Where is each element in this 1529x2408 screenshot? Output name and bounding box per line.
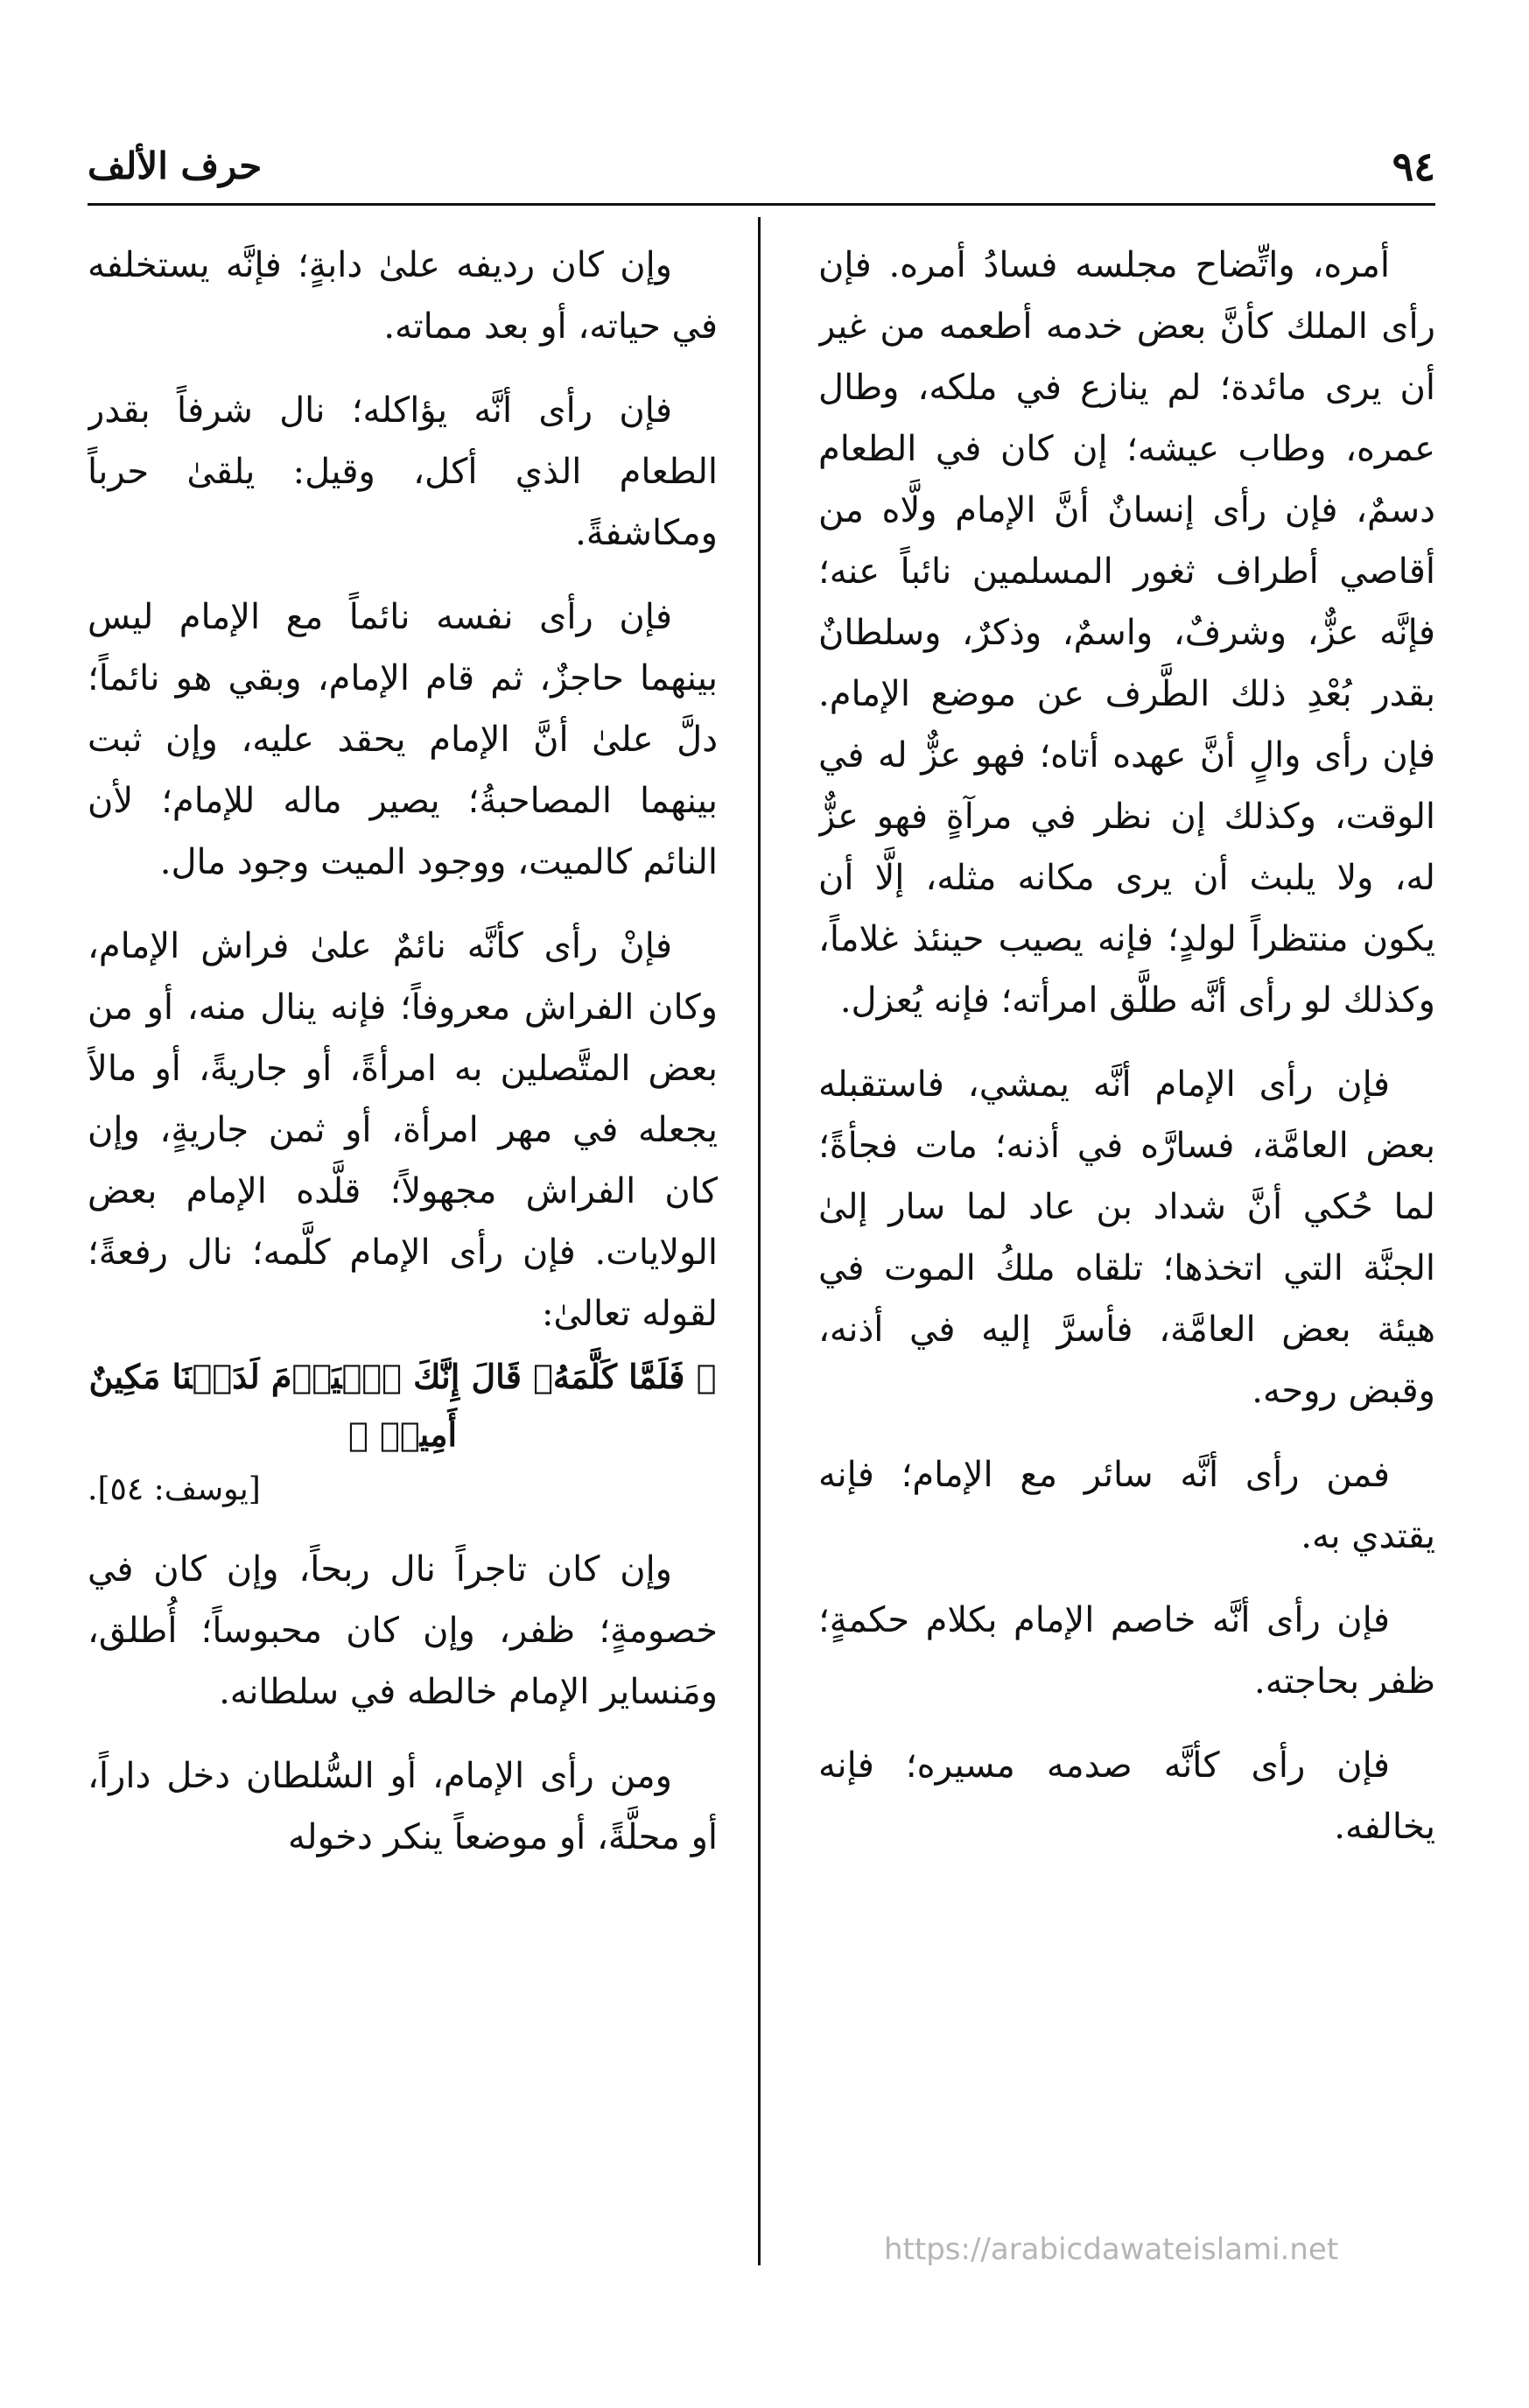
page-number: ٩٤ bbox=[1392, 143, 1435, 190]
running-head: حرف الألف bbox=[88, 144, 263, 187]
paragraph: فإن رأى أنَّه خاصم الإمام بكلام حكمةٍ؛ ظفر بحاجته. bbox=[818, 1600, 1435, 1702]
watermark-url: https://arabicdawateislami.net bbox=[884, 2232, 1339, 2267]
paragraph: فإن رأى الإمام أنَّه يمشي، فاستقبله بعض العامَّة، فسارَّه في أذنه؛ مات فجأةً؛ لما حُكي أنَّ شداد بن عاد لما سار إلىٰ الجنَّة التي اتخذها؛ تلقاه ملكُ الموت في هيئة بعض العامَّة، فأسرَّ إليه في أذنه، وقبض روحه. bbox=[818, 1064, 1435, 1411]
header-rule bbox=[88, 203, 1435, 206]
quran-verse: ﴿ فَلَمَّا كَلَّمَهُۥ قَالَ إِنَّكَ ٱلۡيَوۡمَ لَدَيۡنَا مَكِينٌ أَمِينٞ ﴾ bbox=[88, 1357, 717, 1454]
paragraph: وإن كان تاجراً نال ربحاً، وإن كان في خصومةٍ؛ ظفر، وإن كان محبوساً؛ أُطلق، ومَنساير الإمام خالطه في سلطانه. bbox=[88, 1549, 718, 1712]
paragraph: فإنْ رأى كأنَّه نائمٌ علىٰ فراش الإمام، وكان الفراش معروفاً؛ فإنه ينال منه، أو من بعض المتَّصلين به امرأةً، أو جاريةً، أو مالاً يجعله في مهر امرأة، أو ثمن جاريةٍ، وإن كان الفراش مجهولاً؛ قلَّده الإمام بعض الولايات. فإن رأى الإمام كلَّمه؛ نال رفعةً؛ لقوله تعالىٰ: bbox=[88, 926, 718, 1334]
paragraph: فإن رأى أنَّه يؤاكله؛ نال شرفاً بقدر الطعام الذي أكل، وقيل: يلقىٰ حرباً ومكاشفةً. bbox=[88, 390, 718, 553]
paragraph: فإن رأى كأنَّه صدمه مسيره؛ فإنه يخالفه. bbox=[818, 1745, 1435, 1847]
column-divider bbox=[758, 217, 761, 2265]
paragraph: ومن رأى الإمام، أو السُّلطان دخل داراً، أو محلَّةً، أو موضعاً ينكر دخوله bbox=[88, 1756, 718, 1857]
right-column bbox=[818, 235, 1435, 2274]
paragraph: فإن رأى نفسه نائماً مع الإمام ليس بينهما حاجزٌ، ثم قام الإمام، وبقي هو نائماً؛ دلَّ علىٰ أنَّ الإمام يحقد عليه، وإن ثبت بينهما المصاحبةُ؛ يصير ماله للإمام؛ لأن النائم كالميت، ووجود الميت وجود مال. bbox=[88, 597, 718, 882]
left-column bbox=[88, 235, 718, 2274]
paragraph: أمره، واتِّضاح مجلسه فسادُ أمره. فإن رأى الملك كأنَّ بعض خدمه أطعمه من غير أن يرى مائدة؛ لم ينازع في ملكه، وطال عمره، وطاب عيشه؛ إن كان في الطعام دسمٌ، فإن رأى إنسانٌ أنَّ الإمام ولَّاه من أقاصي أطراف ثغور المسلمين نائباً عنه؛ فإنَّه عزٌّ، وشرفٌ، واسمٌ، وذكرٌ، وسلطانٌ بقدر بُعْدِ ذلك الطَّرف عن موضع الإمام. فإن رأى والٍ أنَّ عهده أتاه؛ فهو عزٌّ له في الوقت، وكذلك إن نظر في مرآةٍ فهو عزٌّ له، ولا يلبث أن يرى مكانه مثله، إلَّا أن يكون منتظراً لولدٍ؛ فإنه يصيب حينئذ غلاماً، وكذلك لو رأى أنَّه طلَّق امرأته؛ فإنه يُعزل. bbox=[818, 245, 1435, 1021]
page-header bbox=[88, 131, 1435, 201]
verse-reference: [يوسف: ٥٤]. bbox=[88, 1471, 261, 1507]
paragraph: وإن كان رديفه علىٰ دابةٍ؛ فإنَّه يستخلفه في حياته، أو بعد مماته. bbox=[88, 245, 718, 347]
paragraph: فمن رأى أنَّه سائر مع الإمام؛ فإنه يقتدي به. bbox=[818, 1455, 1435, 1556]
